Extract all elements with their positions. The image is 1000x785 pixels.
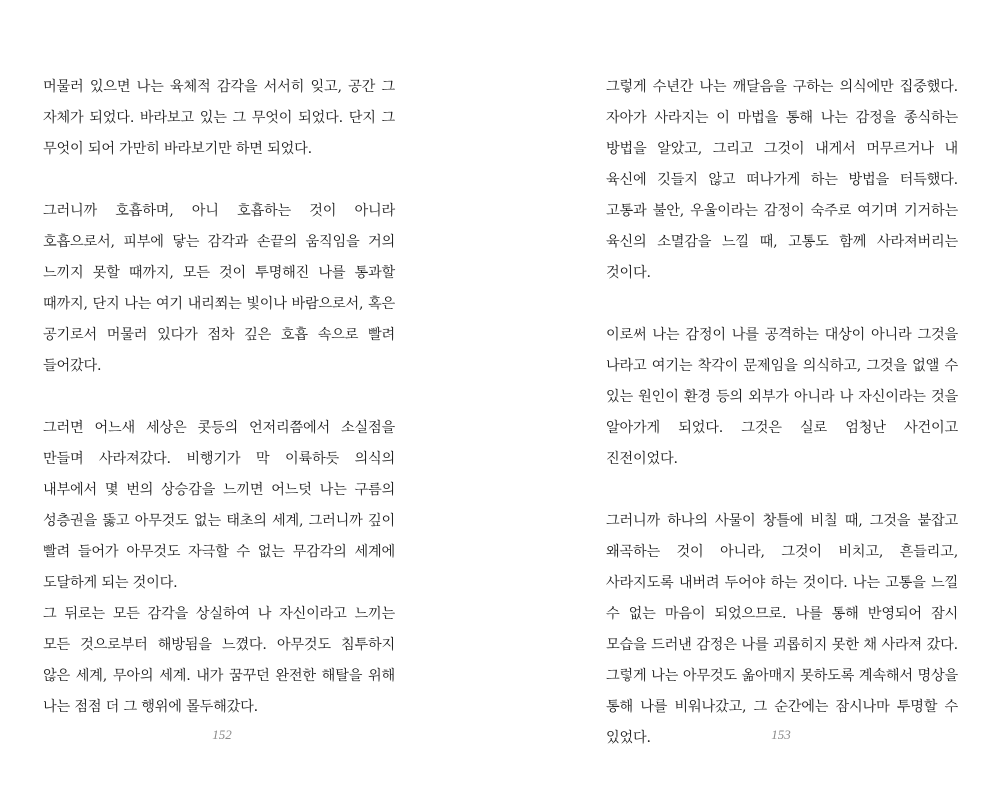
left-page bbox=[43, 72, 395, 723]
page-number-right: 153 bbox=[771, 727, 791, 742]
paragraph: 그러니까 하나의 사물이 창틀에 비칠 때, 그것을 붙잡고 왜곡하는 것이 아니라, 그것이 비치고, 흔들리고, 사라지도록 내버려 두어야 하는 것이다. 나는 고통을 느낄 수 없는 마음이 되었으므로. 나를 통해 반영되어 잠시 모습을 드러낸 감정은 나를 괴롭히지 못한 채 사라져 갔다. 그렇게 나는 아무것도 옮아매지 못하도록 계속해서 명상을 통해 나를 비워나갔고, 그 순간에는 잠시나마 투명할 수 있었다. bbox=[606, 513, 958, 746]
paragraph: 이로써 나는 감정이 나를 공격하는 대상이 아니라 그것을 나라고 여기는 착각이 문제임을 의식하고, 그것을 없앨 수 있는 원인이 환경 등의 외부가 아니라 나 자신이라는 것을 알아가게 되었다. 그것은 실로 엄청난 사건이고 진전이었다. bbox=[606, 327, 958, 467]
paragraph-gap bbox=[43, 382, 395, 413]
paragraph: 그러면 어느새 세상은 콧등의 언저리쯤에서 소실점을 만들며 사라져갔다. 비행기가 막 이륙하듯 의식의 내부에서 몇 번의 상승감을 느끼면 어느덧 나는 구름의 성층권을 뚫고 아무것도 없는 태초의 세계, 그러니까 깊이 빨려 들어가 아무것도 자극할 수 없는 무감각의 세계에 도달하게 되는 것이다. bbox=[43, 420, 395, 591]
page-number-left: 152 bbox=[212, 727, 232, 742]
paragraph: 그 뒤로는 모든 감각을 상실하여 나 자신이라고 느끼는 모든 것으로부터 해방됨을 느꼈다. 아무것도 침투하지 않은 세계, 무아의 세계. 내가 꿈꾸던 완전한 해탈을 위해 나는 점점 더 그 행위에 몰두해갔다. bbox=[43, 606, 395, 715]
paragraph-gap bbox=[606, 475, 958, 506]
paragraph-gap bbox=[43, 165, 395, 196]
paragraph: 머물러 있으면 나는 육체적 감각을 서서히 잊고, 공간 그 자체가 되었다. 바라보고 있는 그 무엇이 되었다. 단지 그 무엇이 되어 가만히 바라보기만 하면 되었다. bbox=[43, 79, 395, 157]
paragraph: 그렇게 수년간 나는 깨달음을 구하는 의식에만 집중했다. 자아가 사라지는 이 마법을 통해 나는 감정을 종식하는 방법을 알았고, 그리고 그것이 내게서 머무르거나 내 육신에 깃들지 않고 떠나가게 하는 방법을 터득했다. 고통과 불안, 우울이라는 감정이 숙주로 여기며 기거하는 육신의 소멸감을 느낄 때, 고통도 함께 사라져버리는 것이다. bbox=[606, 79, 958, 281]
paragraph: 그러니까 호흡하며, 아니 호흡하는 것이 아니라 호흡으로서, 피부에 닿는 감각과 손끝의 움직임을 거의 느끼지 못할 때까지, 모든 것이 투명해진 나를 통과할 때까지, 단지 나는 여기 내리쬐는 빛이나 바람으로서, 혹은 공기로서 머물러 있다가 점차 깊은 호흡 속으로 빨려 들어갔다. bbox=[43, 203, 395, 374]
right-page bbox=[606, 72, 958, 754]
paragraph-gap bbox=[606, 289, 958, 320]
